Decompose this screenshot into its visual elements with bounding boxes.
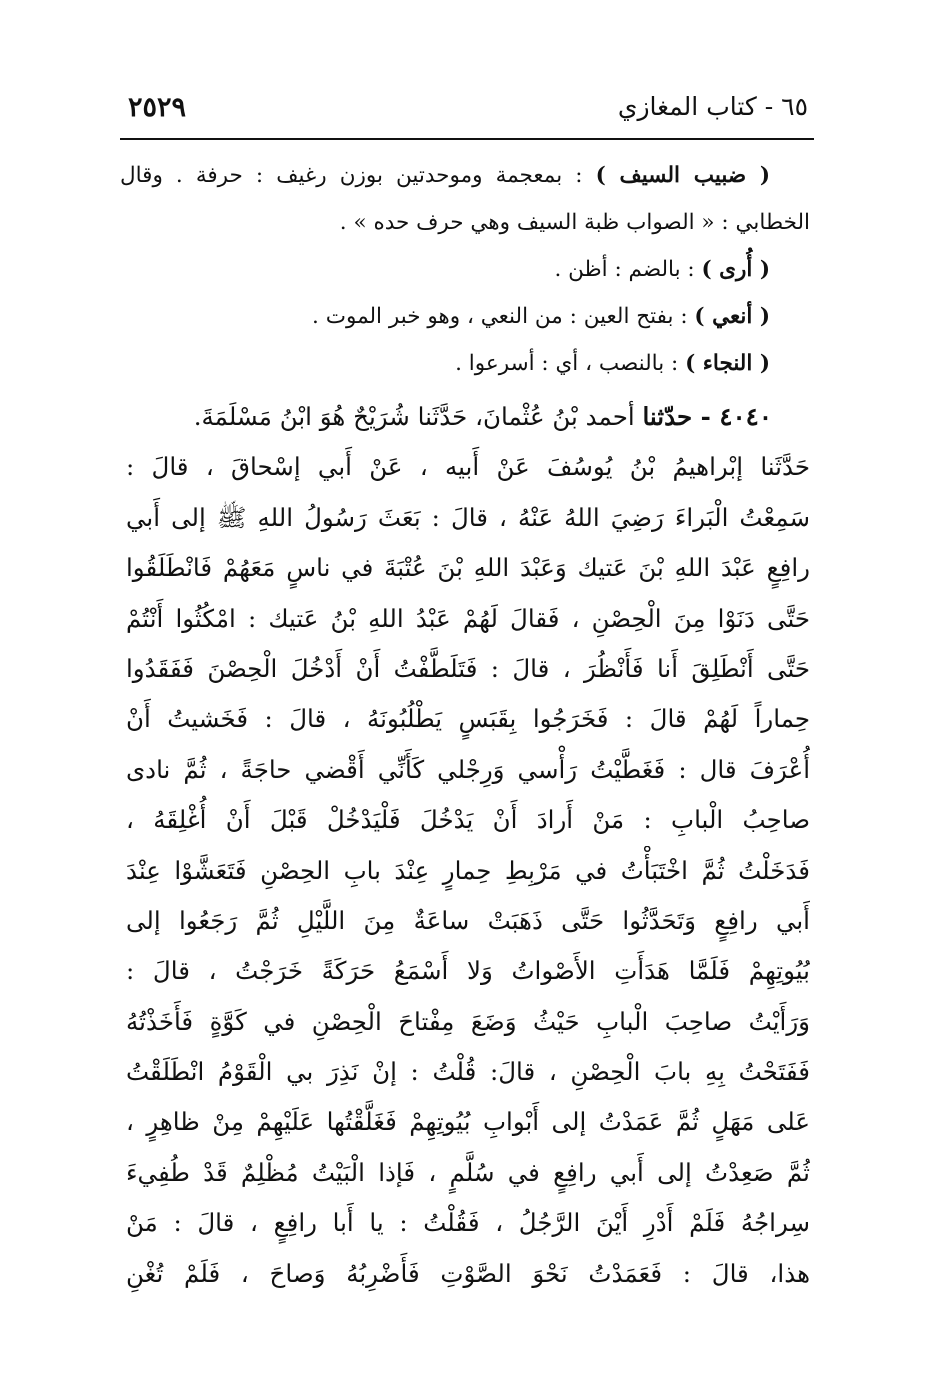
hadith-line: حِماراً لَهُمْ قالَ : فَخَرَجُوا بِقَبَسٍ يَطْلُبُونَهُ ، قالَ : فَخَشيتُ أَنْ xyxy=(126,704,810,734)
hadith-line: صاحِبُ الْبابِ : مَنْ أَرادَ أَنْ يَدْخُلَ فَلْيَدْخُلْ قَبْلَ أَنْ أُغْلِقَهُ ، xyxy=(126,805,810,835)
glossary-notes xyxy=(120,152,810,387)
hadith-line: حَتَّى دَنَوْا مِنَ الْحِصْنِ ، فَقالَ لَهُمْ عَبْدُ اللهِ بْنُ عَتيك : امْكُثُوا أَنْتُمْ xyxy=(126,603,810,633)
chapter-title: ٦٥ - كتاب المغازي xyxy=(617,92,808,121)
glossary-line xyxy=(120,246,810,293)
glossary-text: : بالنصب ، أي : أسرعوا . xyxy=(455,351,686,376)
hadith-line: أَبي رافِعٍ وَتَحَدَّثُوا حَتَّى ذَهَبَتْ ساعَةٌ مِنَ اللَّيْلِ ثُمَّ رَجَعُوا إلى xyxy=(126,905,810,935)
page-number: ٢٥٢٩ xyxy=(128,92,187,123)
hadith-line: حَدَّثَنا إبْراهيمُ بْنُ يُوسُفَ عَنْ أَبيه ، عَنْ أَبي إسْحاقَ ، قالَ : xyxy=(126,452,810,482)
glossary-line xyxy=(120,152,810,199)
hadith-line: وَرَأَيْتُ صاحِبَ الْبابِ حَيْثُ وَضَعَ مِفْتاحَ الْحِصْنِ في كَوَّةٍ فَأَخَذْتُهُ xyxy=(126,1006,810,1036)
glossary-term: ( أُرى ) xyxy=(701,257,770,282)
glossary-line xyxy=(120,199,810,246)
glossary-text: : بفتح العين : من النعي ، وهو خبر الموت . xyxy=(312,304,695,329)
hadith-line: ثُمَّ صَعِدْتُ إلى أَبي رافِعٍ في سُلَّمٍ ، فَإذا الْبَيْتُ مُظْلِمٌ قَدْ طُفِيءَ xyxy=(126,1157,810,1187)
hadith-text xyxy=(126,392,810,1299)
hadith-line: بُيُوتِهِمْ فَلَمَّا هَدَأَتِ الأَصْواتُ وَلا أَسْمَعُ حَرَكَةً خَرَجْتُ ، قالَ : xyxy=(126,956,810,986)
hadith-number: ٤٠٤٠ - حدّثنا xyxy=(642,402,772,431)
hadith-line: رافِعٍ عَبْدَ اللهِ بْنَ عَتيك وَعَبْدَ اللهِ بْنَ عُتْبَةَ في ناسٍ مَعَهُمْ فَانْطَلَقُوا xyxy=(126,553,810,583)
hadith-line: أُعْرَفَ قال : فَغَطَّيْتُ رَأْسي وَرِجْلي كَأَنِّي أَقْضي حاجَةً ، ثُمَّ نادى xyxy=(126,754,810,784)
hadith-line: هذا، قالَ : فَعَمَدْتُ نَحْوَ الصَّوْتِ فَأَضْرِبُهُ وَصاحَ ، فَلَمْ تُغْنِ xyxy=(126,1258,810,1288)
hadith-line: سِراجُهُ فَلَمْ أَدْرِ أَيْنَ الرَّجُلُ ، فَقُلْتُ : يا أَبا رافِعٍ ، قالَ : مَنْ xyxy=(126,1208,810,1238)
glossary-text: : بالضم : أظن . xyxy=(554,257,702,282)
hadith-line: فَفَتَحْتُ بِهِ بابَ الْحِصْنِ ، قالَ: قُلْتُ : إنْ نَذِرَ بي الْقَوْمُ انْطَلَقْتُ xyxy=(126,1057,810,1087)
glossary-line xyxy=(120,293,810,340)
glossary-text: : بمعجمة وموحدتين بوزن رغيف : حرفة . وقال xyxy=(120,163,596,188)
page-header xyxy=(128,92,808,132)
hadith-line xyxy=(126,392,810,442)
hadith-line: حَتَّى أَنْطَلِقَ أَنا فَأَنْظُرَ ، قالَ : فَتَلَطَّفْتُ أَنْ أَدْخُلَ الْحِصْنَ فَفَقَدُوا xyxy=(126,653,810,683)
hadith-line: عَلى مَهَلٍ ثُمَّ عَمَدْتُ إلى أَبْوابِ بُيُوتِهِمْ فَغَلَّقْتُها عَلَيْهِمْ مِنْ ظاهِرٍ ، xyxy=(126,1107,810,1137)
glossary-term: ( أنعي ) xyxy=(694,304,770,329)
glossary-line xyxy=(120,340,810,387)
hadith-line-text: أحمد بْنُ عُثْمانَ، حَدَّثَنا شُرَيْحٌ هُوَ ابْنُ مَسْلَمَةَ. xyxy=(193,402,643,431)
hadith-line: سَمِعْتُ الْبَراءَ رَضِيَ اللهُ عَنْهُ ، قالَ : بَعَثَ رَسُولُ اللهِ ﷺ إلى أَبي xyxy=(126,502,810,532)
header-divider xyxy=(120,138,814,140)
glossary-term: ( النجاء ) xyxy=(685,351,770,376)
glossary-text: الخطابي : « الصواب ظبة السيف وهي حرف حده » . xyxy=(339,210,810,235)
glossary-term: ( ضبيب السيف ) xyxy=(595,163,770,188)
hadith-line: فَدَخَلْتُ ثُمَّ اخْتَبَأْتُ في مَرْبِطِ حِمارٍ عِنْدَ بابِ الحِصْنِ فَتَعَشَّوْا عِنْدَ xyxy=(126,855,810,885)
